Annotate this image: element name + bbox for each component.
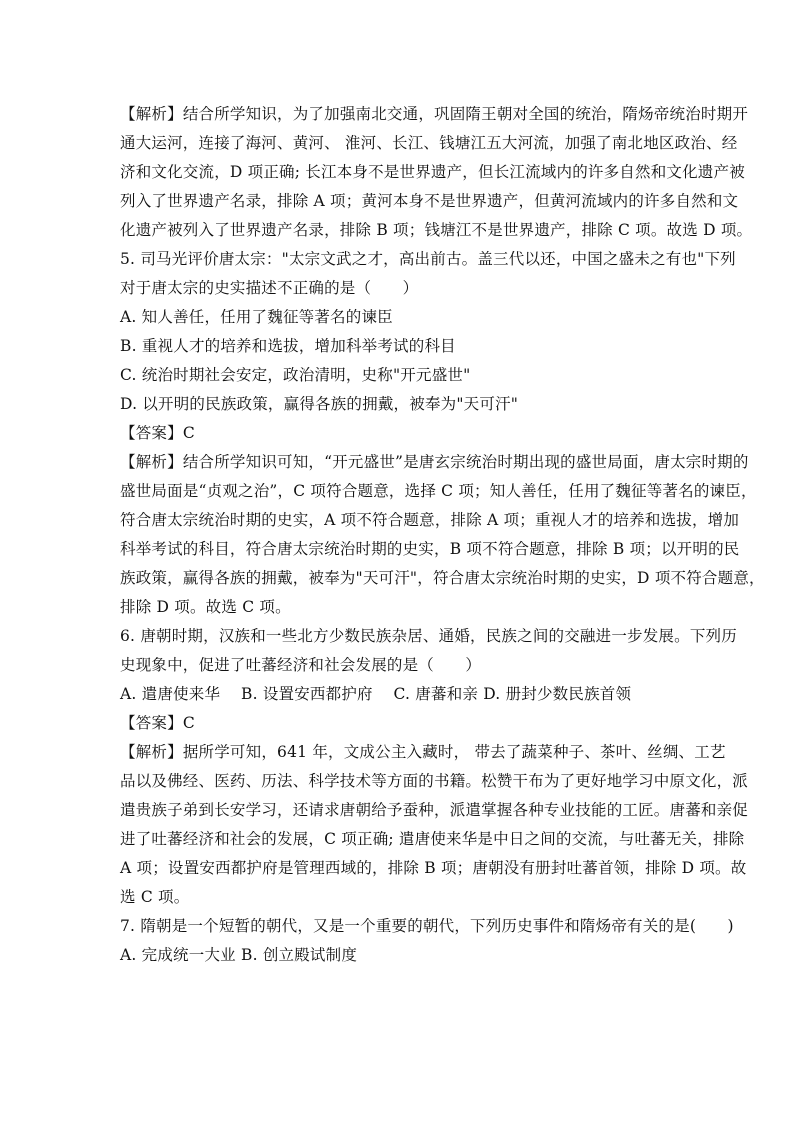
question-6-stem: 6. 唐朝时期，汉族和一些北方少数民族杂居、通婚，民族之间的交融进一步发展。下列历 — [120, 627, 737, 645]
question-5-analysis: 盛世局面是“贞观之治”，C 项符合题意，选择 C 项；知人善任，任用了魏征等著名的谏臣， — [120, 482, 757, 500]
question-5-analysis: 【解析】结合所学知识可知，“开元盛世”是唐玄宗统治时期出现的盛世局面，唐太宗时期的 — [120, 453, 749, 471]
question-5-analysis: 排除 D 项。故选 C 项。 — [120, 598, 291, 616]
question-5-stem: 5. 司马光评价唐太宗："太宗文武之才，高出前古。盖三代以还，中国之盛未之有也"下列 — [120, 250, 736, 268]
answer-tag: 【答案】 — [120, 424, 183, 442]
analysis-tag: 【解析】 — [120, 105, 183, 123]
analysis-line: 列入了世界遗产名录，排除 A 项；黄河本身不是世界遗产，但黄河流域内的许多自然和文 — [120, 192, 739, 210]
answer-value: C — [182, 714, 195, 732]
analysis-tag: 【解析】 — [120, 743, 183, 761]
analysis-line: 化遗产被列入了世界遗产名录，排除 B 项；钱塘江不是世界遗产，排除 C 项。故选 D 项。 — [120, 221, 753, 239]
answer-tag: 【答案】 — [120, 714, 183, 732]
question-6-options: A. 遣唐使来华 B. 设置安西都护府 C. 唐蕃和亲 D. 册封少数民族首领 — [120, 685, 632, 703]
question-5-option-d: D. 以开明的民族政策，赢得各族的拥戴，被奉为"天可汗" — [120, 395, 519, 413]
question-6-answer — [120, 709, 690, 738]
question-6-analysis: 遣贵族子弟到长安学习，还请求唐朝给予蚕种，派遣掌握各种专业技能的工匠。唐蕃和亲促 — [120, 801, 749, 819]
question-7-stem: 7. 隋朝是一个短暂的朝代，又是一个重要的朝代，下列历史事件和隋炀帝有关的是( ) — [120, 917, 734, 935]
question-6-analysis: 【解析】据所学可知，641 年，文成公主入藏时， 带去了蔬菜种子、茶叶、丝绸、工艺 — [120, 743, 726, 761]
question-6-stem: 史现象中，促进了吐蕃经济和社会发展的是（ ） — [120, 656, 482, 674]
question-5-option-c: C. 统治时期社会安定，政治清明，史称"开元盛世" — [120, 366, 471, 384]
question-6-analysis: 进了吐蕃经济和社会的发展，C 项正确; 遣唐使来华是中日之间的交流，与吐蕃无关，排除 — [120, 830, 745, 848]
question-5-analysis: 族政策，赢得各族的拥戴，被奉为"天可汗"，符合唐太宗统治时期的史实，D 项不符合题意， — [120, 569, 765, 587]
question-6-analysis: A 项；设置安西都护府是管理西域的，排除 B 项；唐朝没有册封吐蕃首领，排除 D 项。故 — [120, 859, 747, 877]
question-6-analysis: 品以及佛经、医药、历法、科学技术等方面的书籍。松赞干布为了更好地学习中原文化，派 — [120, 772, 749, 790]
question-5-option-a: A. 知人善任，任用了魏征等著名的谏臣 — [120, 308, 393, 326]
answer-value: C — [182, 424, 195, 442]
question-7-options: A. 完成统一大业 B. 创立殿试制度 — [120, 946, 358, 964]
page-content — [120, 100, 765, 970]
question-5-option-b: B. 重视人才的培养和选拔，增加科举考试的科目 — [120, 337, 456, 355]
question-6-analysis: 选 C 项。 — [120, 888, 190, 906]
question-5-answer — [120, 419, 690, 448]
question-5-analysis: 符合唐太宗统治时期的史实，A 项不符合题意，排除 A 项；重视人才的培养和选拔，增加 — [120, 511, 740, 529]
analysis-line: 【解析】结合所学知识，为了加强南北交通，巩固隋王朝对全国的统治，隋炀帝统治时期开 — [120, 105, 749, 123]
question-5-analysis: 科举考试的科目，符合唐太宗统治时期的史实，B 项不符合题意，排除 B 项；以开明的民 — [120, 540, 740, 558]
analysis-tag: 【解析】 — [120, 453, 183, 471]
analysis-line: 通大运河，连接了海河、黄河、 淮河、长江、钱塘江五大河流，加强了南北地区政治、经 — [120, 134, 738, 152]
question-5-stem: 对于唐太宗的史实描述不正确的是（ ） — [120, 279, 419, 297]
analysis-line: 济和文化交流，D 项正确; 长江本身不是世界遗产，但长江流域内的许多自然和文化遗产被 — [120, 163, 745, 181]
